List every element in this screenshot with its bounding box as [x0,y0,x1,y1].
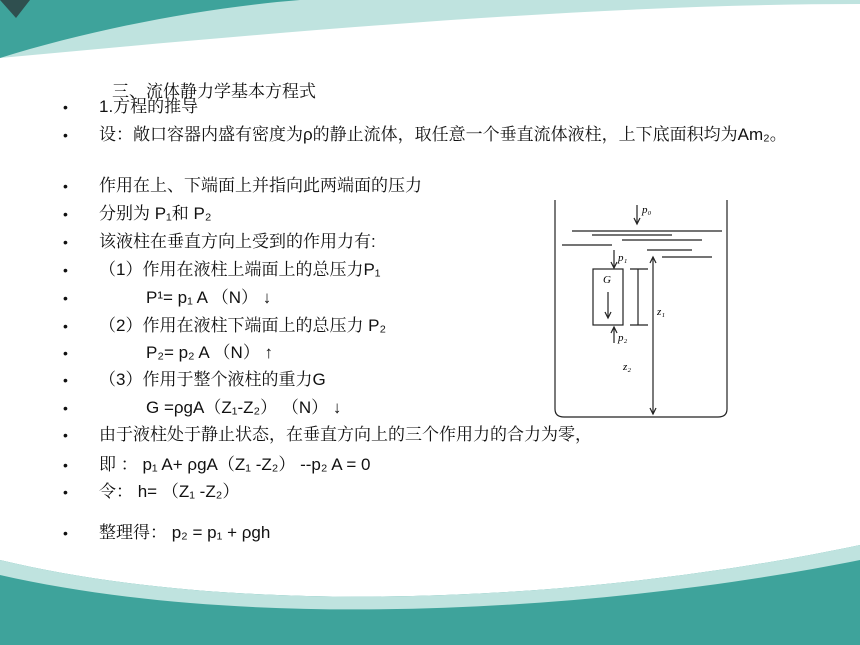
label-p1: p₁ [618,252,628,264]
list-item-text: P₂= p₂ A （N） ↑ [146,343,274,362]
bullet-marker: • [63,234,68,250]
list-item-text: （2）作用在液柱下端面上的总压力 P₂ [99,316,387,335]
label-p0: p₀ [642,204,652,216]
slide-heading: 三、流体静力学基本方程式 [112,82,316,101]
list-item-text: 即 ： p₁ A+ ρgA（Z₁ -Z₂） --p₂ A = 0 [99,455,371,474]
label-G: G [603,274,611,286]
bullet-marker: • [63,178,68,194]
list-item-text: 令： h= （Z₁ -Z₂） [99,482,240,501]
list-item-text: 分别为 P₁和 P₂ [99,204,212,223]
list-item-text: 1.方程的推导 [99,97,199,116]
liquid-column-figure [552,195,732,425]
list-item-text: （3）作用于整个液柱的重力G [99,370,326,389]
bullet-marker: • [63,427,68,443]
list-item-text: 由于液柱处于静止状态，在垂直方向上的三个作用力的合力为零， [99,425,592,444]
label-z1: z₁ [657,306,666,318]
bullet-marker: • [63,127,68,143]
bullet-marker: • [63,400,68,416]
bullet-marker: • [63,262,68,278]
list-item-text: 该液柱在垂直方向上受到的作用力有: [99,232,376,251]
list-item-text: G =ρgA（Z₁-Z₂） （N） ↓ [146,398,342,417]
bullet-marker: • [63,99,68,115]
bullet-marker: • [63,290,68,306]
bullet-marker: • [63,525,68,541]
list-item-text: 整理得： p₂ = p₁ + ρgh [99,523,271,542]
list-item-text: （1）作用在液柱上端面上的总压力P₁ [99,260,381,279]
bullet-marker: • [63,318,68,334]
bullet-marker: • [63,457,68,473]
bullet-marker: • [63,345,68,361]
container-outline [555,200,727,417]
bullet-marker: • [63,206,68,222]
bullet-marker: • [63,372,68,388]
bullet-marker: • [63,484,68,500]
label-z2: z₂ [623,361,632,373]
list-item-text: 作用在上、下端面上并指向此两端面的压力 [99,176,422,195]
label-p2: p₂ [618,332,628,344]
list-item-text: P¹= p₁ A （N） ↓ [146,288,272,307]
list-item-text: 设：敞口容器内盛有密度为ρ的静止流体，取任意一个垂直流体液柱，上下底面积均为Am₂。 [99,125,787,144]
